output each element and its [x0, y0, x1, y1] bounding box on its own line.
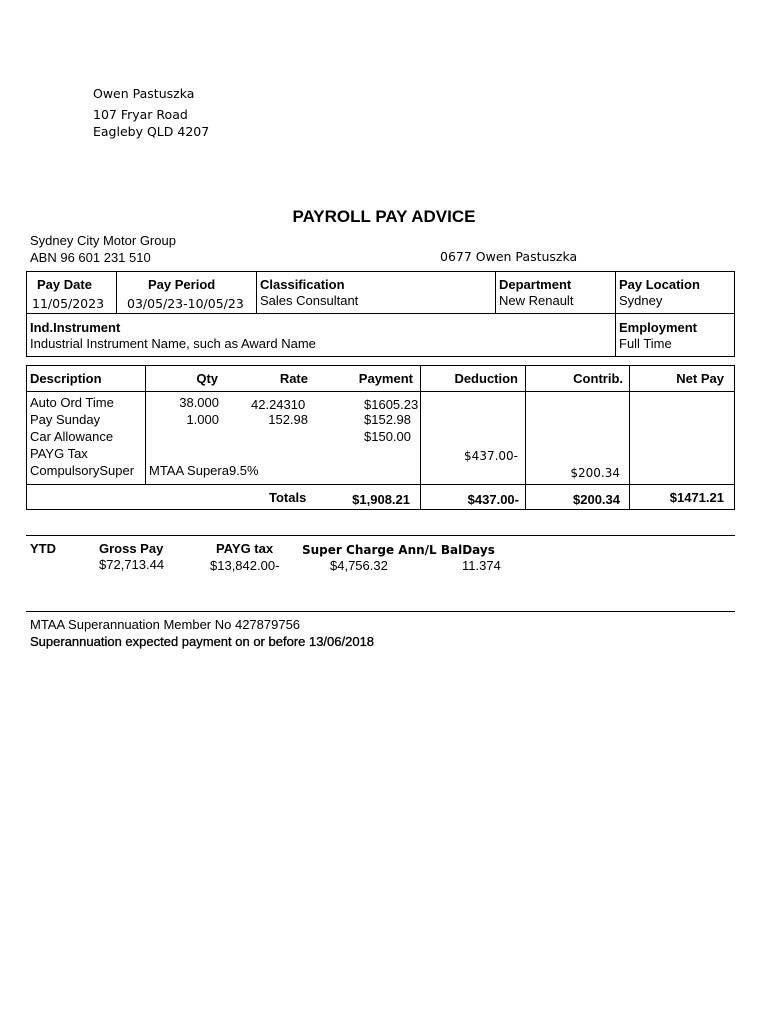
- col-header-rate: Rate: [279, 371, 308, 386]
- totals-net-pay: $1471.21: [669, 490, 724, 505]
- pay-period-value: 03/05/23-10/05/23: [127, 296, 244, 311]
- totals-deduction: $437.00-: [467, 492, 519, 507]
- row-payment: $152.98: [364, 412, 411, 427]
- classification-label: Classification: [260, 277, 345, 292]
- ytd-super-charge-label: Super Charge Ann/L BalDays: [302, 543, 495, 557]
- col-header-net-pay: Net Pay: [676, 371, 724, 386]
- totals-label: Totals: [269, 490, 307, 505]
- info-col-divider: [116, 271, 117, 313]
- recipient-address-line1: 107 Fryar Road: [93, 107, 188, 122]
- info-col-divider: [615, 271, 616, 357]
- employment-value: Full Time: [619, 336, 672, 351]
- earnings-col-divider: [145, 365, 146, 484]
- pay-location-value: Sydney: [619, 293, 663, 308]
- ytd-gross-pay-label: Gross Pay: [99, 541, 164, 556]
- row-description: Car Allowance: [30, 429, 114, 444]
- col-header-contrib: Contrib.: [573, 371, 623, 386]
- col-header-payment: Payment: [358, 371, 413, 386]
- pay-date-label: Pay Date: [37, 277, 92, 292]
- ytd-super-charge-value: $4,756.32: [330, 558, 388, 573]
- page-title: PAYROLL PAY ADVICE: [292, 207, 476, 226]
- col-header-description: Description: [30, 371, 102, 386]
- row-qty: 38.000: [179, 395, 219, 410]
- row-rate: 42.24310: [251, 397, 306, 412]
- info-col-divider: [495, 271, 496, 313]
- ytd-payg-tax-value: $13,842.00-: [210, 558, 280, 573]
- employment-label: Employment: [619, 320, 698, 335]
- row-description: Pay Sunday: [30, 412, 101, 427]
- ytd-payg-tax-label: PAYG tax: [216, 541, 274, 556]
- totals-payment: $1,908.21: [352, 492, 410, 507]
- employer-name: Sydney City Motor Group: [30, 233, 176, 248]
- row-description: CompulsorySuper: [30, 463, 135, 478]
- row-description: PAYG Tax: [30, 446, 88, 461]
- earnings-col-divider: [420, 365, 421, 510]
- ytd-gross-pay-value: $72,713.44: [99, 557, 165, 572]
- info-col-divider: [256, 271, 257, 313]
- ytd-top-rule: [26, 535, 735, 536]
- row-contrib: $200.34: [570, 466, 620, 480]
- earnings-col-divider: [629, 365, 630, 510]
- pay-period-label: Pay Period: [148, 277, 216, 292]
- row-payment: $150.00: [364, 429, 411, 444]
- ytd-leave-balance-days: 11.374: [462, 558, 501, 573]
- col-header-qty: Qty: [196, 371, 218, 386]
- row-rate: 152.98: [268, 412, 308, 427]
- totals-contrib: $200.34: [573, 492, 620, 507]
- row-payment: $1605.23: [364, 397, 419, 412]
- pay-location-label: Pay Location: [619, 277, 700, 292]
- info-divider: [26, 313, 735, 314]
- recipient-name: Owen Pastuszka: [93, 86, 195, 101]
- recipient-address-line2: Eagleby QLD 4207: [93, 124, 210, 139]
- super-expected-payment: Superannuation expected payment on or before 13/06/2018: [30, 634, 375, 649]
- pay-date-value: 11/05/2023: [32, 296, 105, 311]
- earnings-col-divider: [525, 365, 526, 510]
- instrument-label: Ind.Instrument: [30, 320, 121, 335]
- row-description: Auto Ord Time: [30, 395, 114, 410]
- department-label: Department: [499, 277, 572, 292]
- col-header-deduction: Deduction: [454, 371, 518, 386]
- employee-reference: 0677 Owen Pastuszka: [440, 249, 578, 264]
- row-qty: 1.000: [186, 412, 219, 427]
- super-member-number: MTAA Superannuation Member No 427879756: [30, 617, 301, 632]
- classification-value: Sales Consultant: [260, 293, 359, 308]
- ytd-label: YTD: [30, 541, 56, 556]
- instrument-value: Industrial Instrument Name, such as Award Name: [30, 336, 316, 351]
- department-value: New Renault: [499, 293, 574, 308]
- row-qty: MTAA Supera9.5%: [149, 463, 259, 478]
- row-deduction: $437.00-: [464, 449, 518, 463]
- employer-abn: ABN 96 601 231 510: [30, 250, 151, 265]
- footer-top-rule: [26, 611, 735, 612]
